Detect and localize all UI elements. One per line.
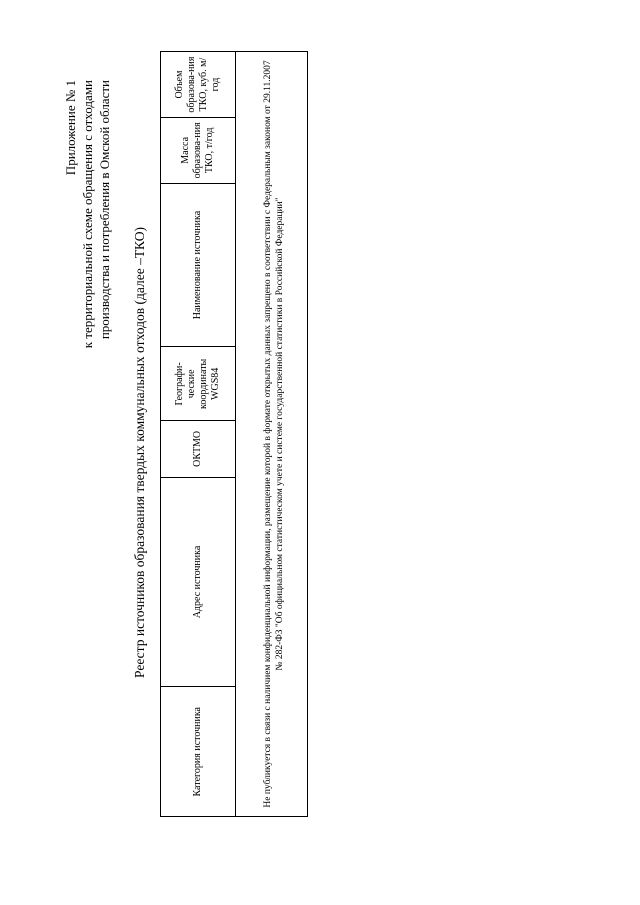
appendix-subtitle-2: производства и потребления в Омской области [97, 80, 112, 340]
col-source-name: Наименование источника [161, 183, 236, 347]
register-table-frame [160, 51, 308, 817]
appendix-heading [62, 80, 113, 600]
register-table [161, 52, 312, 816]
appendix-subtitle-1: к территориальной схеме обращения с отходами [80, 80, 95, 349]
col-source-address: Адрес источника [161, 477, 236, 687]
table-header-row [161, 52, 236, 816]
col-coordinates: Географи-ческие координаты WGS84 [161, 347, 236, 421]
col-source-category: Категория источника [161, 687, 236, 816]
appendix-number: Приложение № 1 [63, 80, 78, 176]
col-mass: Масса образова-ния ТКО, т/год [161, 118, 236, 184]
table-note-row [236, 52, 313, 816]
col-oktmo: ОКТМО [161, 421, 236, 477]
register-title: Реестр источников образования твердых коммунальных отходов (далее –ТКО) [132, 227, 147, 678]
col-volume: Объем образова-ния ТКО, куб. м/год [161, 52, 236, 118]
confidentiality-note: Не публикуется в связи с наличием конфиденциальной информации, размещение которой в формате открытых данных запрещено в соответствии с Федеральным законом от 29.11.2007 № 282-ФЗ "Об официальном статистическом учете и системе государственной статистики в Российской Федерации" [236, 52, 313, 816]
